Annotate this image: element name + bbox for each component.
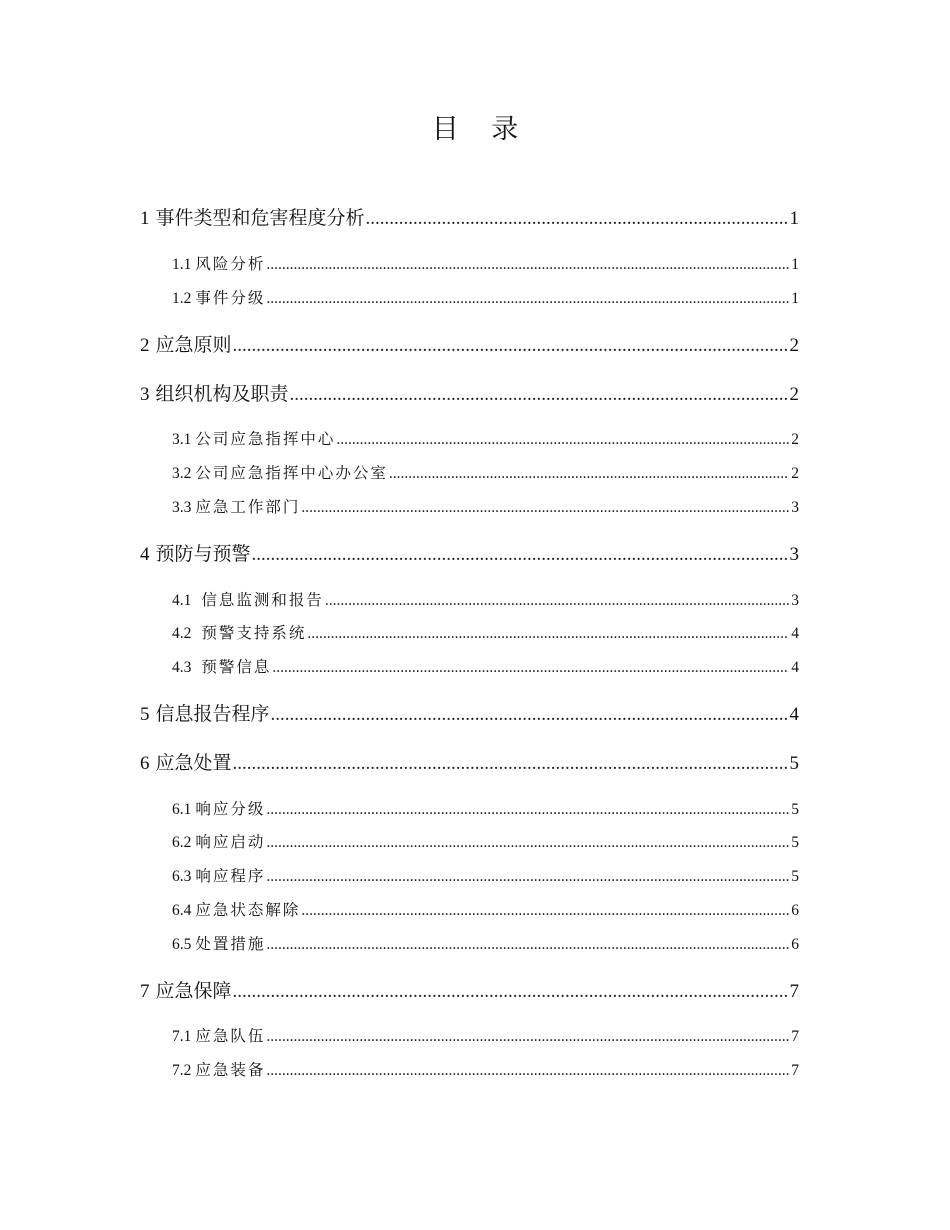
toc-entry-text: 信息监测和报告 xyxy=(201,591,324,609)
toc-entry-1-1[interactable] xyxy=(172,252,799,276)
dot-leader xyxy=(252,544,789,566)
toc-entry-text: 应急工作部门 xyxy=(195,498,301,516)
toc-entry-text: 风险分析 xyxy=(195,255,266,273)
toc-entry-page: 5 xyxy=(791,834,799,851)
toc-entry-page: 5 xyxy=(789,753,799,774)
toc-entry-number: 4.1 xyxy=(172,592,192,609)
toc-title: 目 录 xyxy=(431,114,531,145)
toc-entry-4-2[interactable] xyxy=(172,621,799,645)
toc-entry-1-2[interactable] xyxy=(172,286,799,310)
toc-entry-text: 公司应急指挥中心 xyxy=(195,430,336,448)
toc-entry-page: 2 xyxy=(791,431,799,448)
toc-entry-number: 1.1 xyxy=(172,256,192,273)
toc-entry-6-2[interactable] xyxy=(172,830,799,854)
dot-leader xyxy=(325,592,789,610)
toc-entry-6-1[interactable] xyxy=(172,797,799,821)
toc-entry-4-3[interactable] xyxy=(172,655,799,679)
toc-entry-page: 2 xyxy=(789,335,799,356)
dot-leader xyxy=(389,465,789,483)
toc-entry-text: 应急装备 xyxy=(195,1061,266,1079)
toc-entry-6-4[interactable] xyxy=(172,898,799,922)
toc-entry-page: 6 xyxy=(791,902,799,919)
toc-entry-page: 2 xyxy=(791,465,799,482)
toc-entry-page: 4 xyxy=(791,659,799,676)
toc-entry-page: 1 xyxy=(791,290,799,307)
toc-entry-number: 1 xyxy=(140,208,150,229)
toc-entry-7-2[interactable] xyxy=(172,1058,799,1082)
toc-entry-number: 3.2 xyxy=(172,465,192,482)
dot-leader xyxy=(266,1028,789,1046)
toc-entry-page: 4 xyxy=(789,704,799,725)
toc-entry-page: 1 xyxy=(791,256,799,273)
dot-leader xyxy=(307,625,789,643)
dot-leader xyxy=(266,256,789,274)
toc-entry-number: 7.2 xyxy=(172,1062,192,1079)
toc-entry-5[interactable] xyxy=(140,699,799,727)
toc-entry-text: 预警支持系统 xyxy=(201,624,307,642)
toc-entry-number: 3 xyxy=(140,384,150,405)
dot-leader xyxy=(366,208,789,230)
toc-entry-6-5[interactable] xyxy=(172,932,799,956)
toc-entry-2[interactable] xyxy=(140,330,799,358)
toc-entry-3-3[interactable] xyxy=(172,495,799,519)
dot-leader xyxy=(266,1062,789,1080)
toc-entry-page: 2 xyxy=(789,384,799,405)
toc-entry-number: 4.3 xyxy=(172,659,192,676)
toc-entry-text: 应急队伍 xyxy=(195,1027,266,1045)
toc-entry-number: 6 xyxy=(140,753,150,774)
toc-entry-page: 7 xyxy=(789,981,799,1002)
toc-entry-number: 3.1 xyxy=(172,431,192,448)
toc-entry-number: 7 xyxy=(140,981,150,1002)
toc-entry-1[interactable] xyxy=(140,203,799,231)
toc-entry-page: 4 xyxy=(791,625,799,642)
toc-entry-number: 6.1 xyxy=(172,801,192,818)
toc-entry-6[interactable] xyxy=(140,748,799,776)
dot-leader xyxy=(301,902,789,920)
toc-entry-text: 处置措施 xyxy=(195,935,266,953)
dot-leader xyxy=(301,499,789,517)
toc-entry-4-1[interactable] xyxy=(172,588,799,612)
toc-entry-number: 3.3 xyxy=(172,499,192,516)
toc-entry-text: 预防与预警 xyxy=(155,543,251,565)
toc-entry-text: 公司应急指挥中心办公室 xyxy=(195,464,388,482)
toc-entry-number: 2 xyxy=(140,335,150,356)
toc-entry-number: 4 xyxy=(140,544,150,565)
toc-entry-3-2[interactable] xyxy=(172,461,799,485)
toc-entry-text: 事件分级 xyxy=(195,289,266,307)
toc-entry-6-3[interactable] xyxy=(172,864,799,888)
toc-entry-number: 7.1 xyxy=(172,1028,192,1045)
dot-leader xyxy=(233,753,789,775)
dot-leader xyxy=(290,384,789,406)
toc-entry-page: 6 xyxy=(791,936,799,953)
toc-entry-7-1[interactable] xyxy=(172,1024,799,1048)
toc-entry-text: 信息报告程序 xyxy=(155,703,270,725)
toc-entry-page: 3 xyxy=(791,592,799,609)
toc-entry-page: 3 xyxy=(789,544,799,565)
toc-entry-page: 5 xyxy=(791,801,799,818)
toc-entry-3[interactable] xyxy=(140,379,799,407)
toc-entry-text: 应急保障 xyxy=(155,980,232,1002)
dot-leader xyxy=(266,801,789,819)
toc-entry-text: 应急处置 xyxy=(155,752,232,774)
toc-entry-text: 预警信息 xyxy=(201,658,272,676)
toc-entry-text: 响应分级 xyxy=(195,800,266,818)
dot-leader xyxy=(271,704,789,726)
toc-entry-number: 1.2 xyxy=(172,290,192,307)
toc-entry-number: 5 xyxy=(140,704,150,725)
toc-entry-text: 事件类型和危害程度分析 xyxy=(155,207,365,229)
dot-leader xyxy=(266,936,789,954)
toc-entry-text: 应急原则 xyxy=(155,334,232,356)
toc-entry-number: 4.2 xyxy=(172,625,192,642)
toc-entry-text: 响应程序 xyxy=(195,867,266,885)
toc-entry-text: 应急状态解除 xyxy=(195,901,301,919)
toc-entry-page: 7 xyxy=(791,1028,799,1045)
toc-entry-3-1[interactable] xyxy=(172,427,799,451)
toc-entry-page: 1 xyxy=(789,208,799,229)
dot-leader xyxy=(266,868,789,886)
toc-entry-page: 3 xyxy=(791,499,799,516)
toc-entry-page: 5 xyxy=(791,868,799,885)
toc-entry-text: 响应启动 xyxy=(195,833,266,851)
toc-entry-number: 6.5 xyxy=(172,936,192,953)
dot-leader xyxy=(272,659,789,677)
toc-entry-number: 6.3 xyxy=(172,868,192,885)
toc-entry-text: 组织机构及职责 xyxy=(155,383,289,405)
toc-entry-number: 6.4 xyxy=(172,902,192,919)
toc-entry-page: 7 xyxy=(791,1062,799,1079)
toc-entry-number: 6.2 xyxy=(172,834,192,851)
dot-leader xyxy=(336,431,789,449)
dot-leader xyxy=(233,335,789,357)
toc-entry-7[interactable] xyxy=(140,976,799,1004)
dot-leader xyxy=(266,834,789,852)
toc-entry-4[interactable] xyxy=(140,539,799,567)
dot-leader xyxy=(233,981,789,1003)
dot-leader xyxy=(266,290,789,308)
